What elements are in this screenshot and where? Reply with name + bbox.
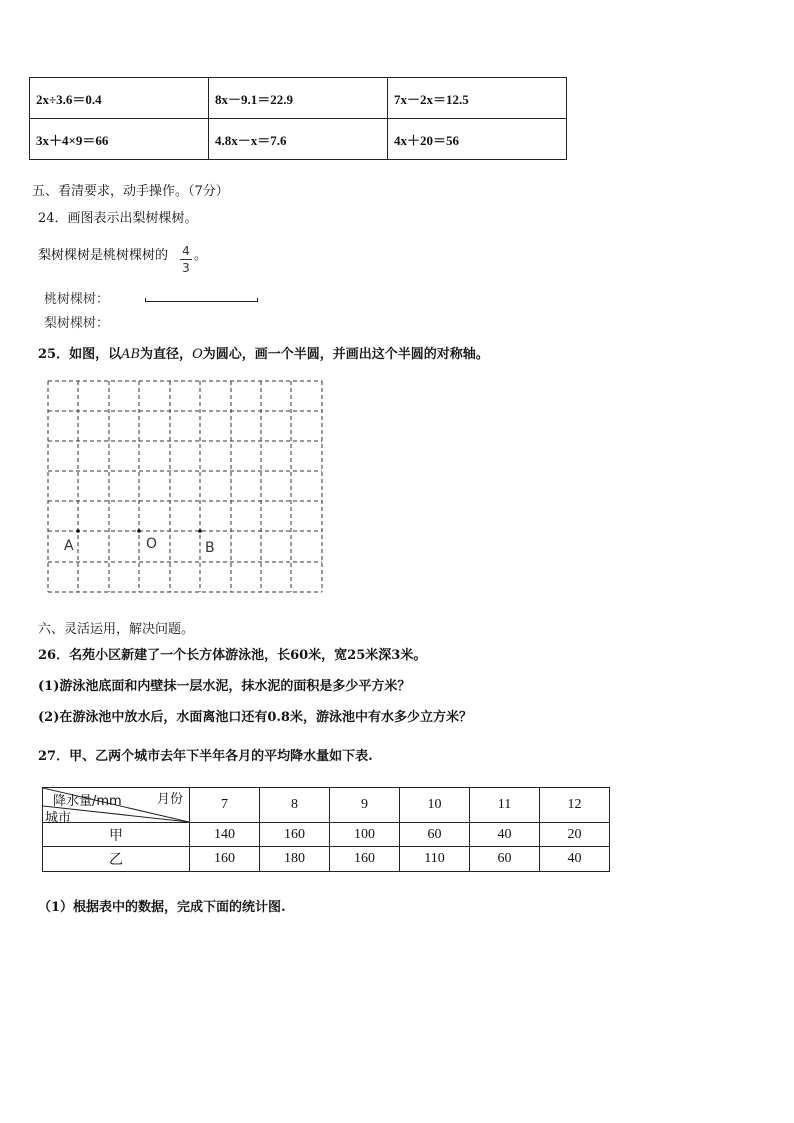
q25-prefix: 25．如图，以 bbox=[38, 347, 122, 362]
dashed-grid[interactable] bbox=[47, 380, 324, 595]
section-6-title: 六、灵活运用，解决问题。 bbox=[38, 622, 195, 637]
peach-tree-segment[interactable] bbox=[145, 298, 258, 302]
q25-o: O bbox=[192, 347, 203, 362]
value-cell: 40 bbox=[540, 847, 610, 872]
value-cell: 160 bbox=[190, 847, 260, 872]
value-cell: 160 bbox=[260, 823, 330, 847]
value-cell: 100 bbox=[330, 823, 400, 847]
value-cell: 20 bbox=[540, 823, 610, 847]
city-cell: 甲 bbox=[43, 823, 190, 847]
value-cell: 110 bbox=[400, 847, 470, 872]
table-row bbox=[43, 847, 610, 872]
table-row bbox=[30, 119, 567, 160]
table-row bbox=[30, 78, 567, 119]
equation-cell: 8x－9.1＝22.9 bbox=[209, 78, 388, 119]
point-a-dot bbox=[76, 529, 80, 533]
month-header: 9 bbox=[330, 788, 400, 823]
equation-cell: 4.8x－x＝7.6 bbox=[209, 119, 388, 160]
month-header: 8 bbox=[260, 788, 330, 823]
q25-mid: 为直径， bbox=[140, 347, 193, 362]
fraction-denominator: 3 bbox=[182, 261, 190, 275]
equation-cell: 4x＋20＝56 bbox=[388, 119, 567, 160]
q27-title: 27．甲、乙两个城市去年下半年各月的平均降水量如下表. bbox=[38, 749, 373, 764]
q27-part1: （1）根据表中的数据，完成下面的统计图. bbox=[38, 900, 286, 915]
q25-suffix: 为圆心，画一个半圆，并画出这个半圆的对称轴。 bbox=[202, 347, 489, 362]
table-row bbox=[43, 823, 610, 847]
value-cell: 60 bbox=[470, 847, 540, 872]
point-o-dot bbox=[137, 529, 141, 533]
month-header: 7 bbox=[190, 788, 260, 823]
rainfall-table bbox=[42, 787, 610, 872]
q26-part1: (1)游泳池底面和内壁抹一层水泥，抹水泥的面积是多少平方米？ bbox=[38, 679, 411, 694]
q24-statement-end: 。 bbox=[194, 248, 208, 263]
corner-header-cell bbox=[43, 788, 190, 826]
value-cell: 60 bbox=[400, 823, 470, 847]
section-5-title: 五、看清要求，动手操作。（7分） bbox=[32, 184, 229, 199]
q26-part2: (2)在游泳池中放水后，水面离池口还有0.8米，游泳池中有水多少立方米？ bbox=[38, 710, 472, 725]
month-header: 12 bbox=[540, 788, 610, 823]
corner-month-label: 月份 bbox=[156, 792, 183, 807]
fraction-numerator: 4 bbox=[182, 244, 190, 258]
q24-statement-text: 梨树棵树是桃树棵树的 bbox=[38, 248, 169, 263]
value-cell: 40 bbox=[470, 823, 540, 847]
equation-table bbox=[29, 77, 567, 160]
equation-cell: 3x＋4×9＝66 bbox=[30, 119, 209, 160]
fraction-four-thirds bbox=[180, 244, 192, 275]
value-cell: 140 bbox=[190, 823, 260, 847]
q24-statement bbox=[38, 248, 168, 264]
corner-rainfall-label: 降水量/mm bbox=[53, 794, 122, 809]
value-cell: 160 bbox=[330, 847, 400, 872]
q24-title: 24．画图表示出梨树棵树。 bbox=[38, 211, 198, 226]
point-b-label: B bbox=[205, 540, 215, 556]
point-b-dot bbox=[198, 529, 202, 533]
value-cell: 180 bbox=[260, 847, 330, 872]
month-header: 10 bbox=[400, 788, 470, 823]
peach-tree-label: 桃树棵树： bbox=[44, 292, 110, 307]
equation-cell: 7x－2x＝12.5 bbox=[388, 78, 567, 119]
q26-title: 26．名苑小区新建了一个长方体游泳池，长60米，宽25米深3米。 bbox=[38, 648, 427, 663]
pear-tree-label: 梨树棵树： bbox=[44, 316, 110, 331]
corner-city-label: 城市 bbox=[45, 811, 72, 826]
point-o-label: O bbox=[146, 536, 158, 552]
city-cell: 乙 bbox=[43, 847, 190, 872]
q25-ab: AB bbox=[121, 347, 141, 362]
fraction-bar bbox=[180, 259, 192, 260]
equation-cell: 2x÷3.6＝0.4 bbox=[30, 78, 209, 119]
point-a-label: A bbox=[64, 538, 74, 554]
month-header: 11 bbox=[470, 788, 540, 823]
table-header-row bbox=[43, 788, 610, 823]
q25-title bbox=[38, 347, 489, 363]
